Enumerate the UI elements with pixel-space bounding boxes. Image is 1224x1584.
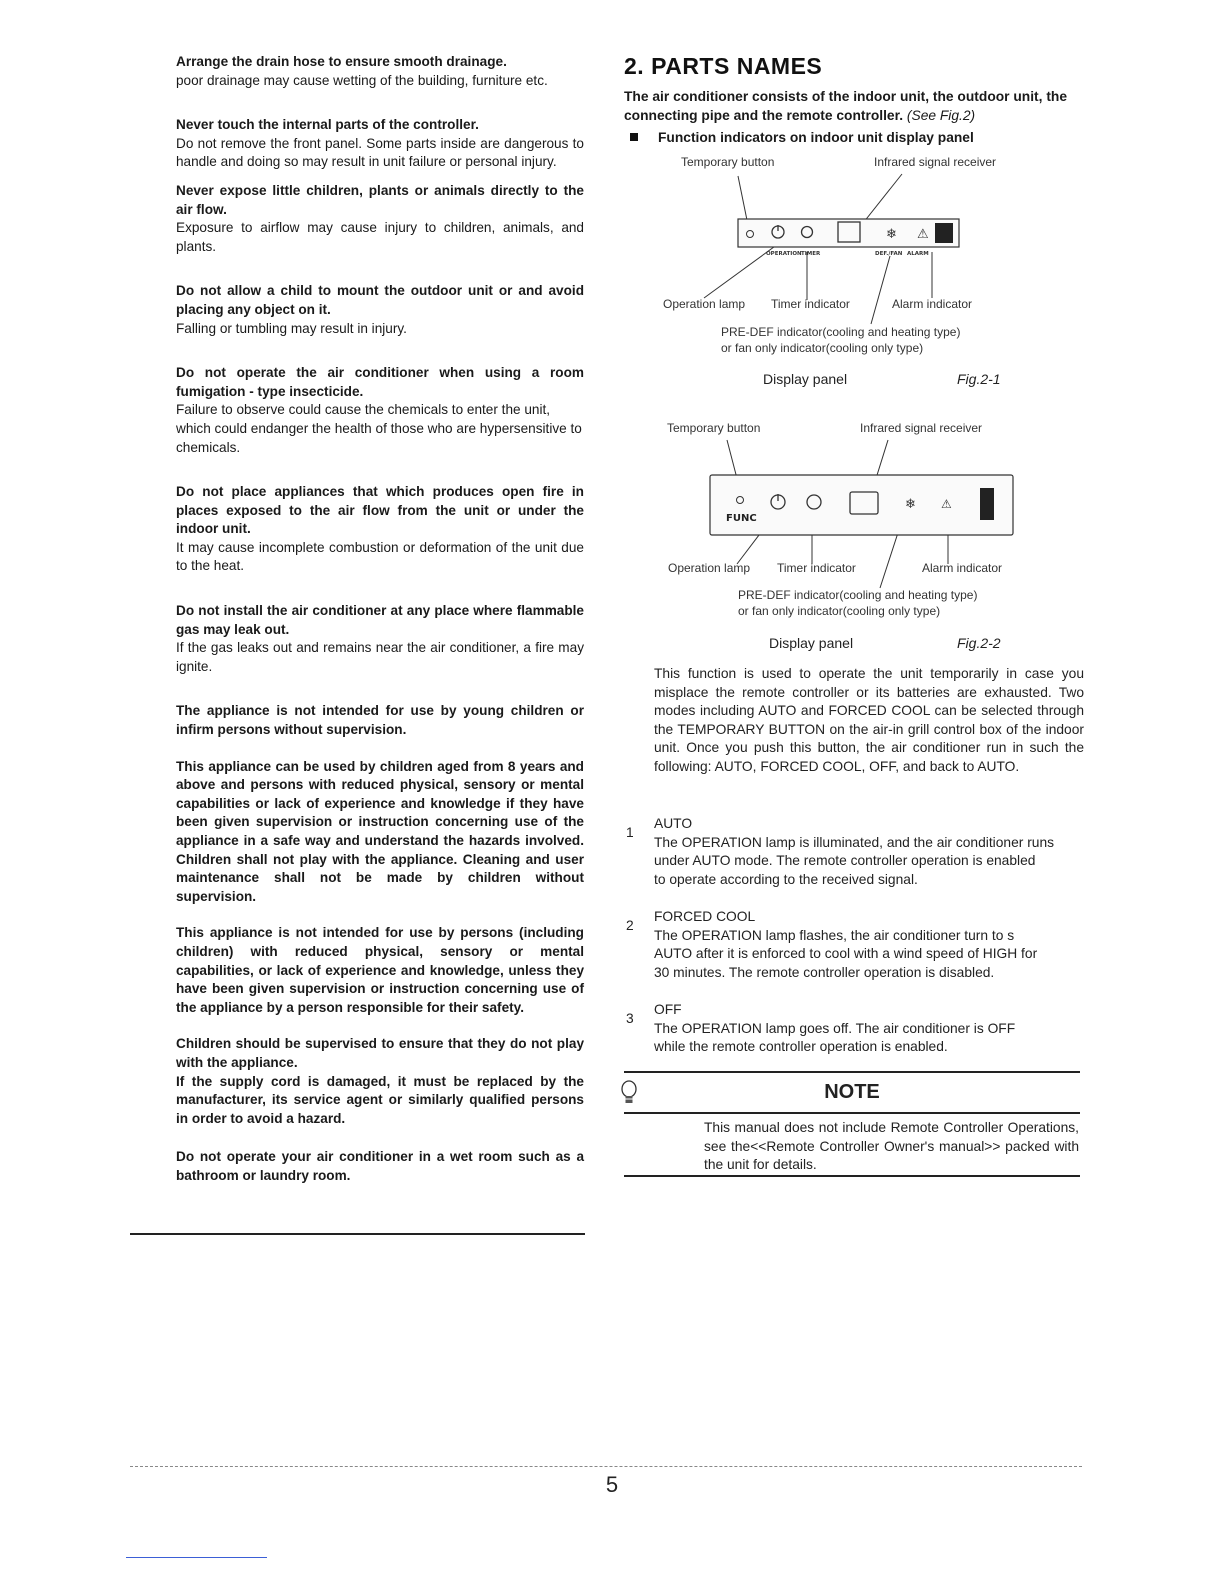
item-line: under AUTO mode. The remote controller operation is enabled <box>654 853 1036 869</box>
note-box <box>624 1071 1080 1173</box>
figure-2-2 <box>624 418 1084 628</box>
footer-dashed-rule <box>130 1466 1082 1467</box>
panel-label-timer: TIMER <box>801 251 821 257</box>
note-title: NOTE <box>824 1081 880 1103</box>
safety-heading: Arrange the drain hose to ensure smooth drainage. <box>176 54 507 69</box>
safety-heading: Never expose little children, plants or animals directly to the air flow. <box>176 182 584 217</box>
label-predef-2: or fan only indicator(cooling only type) <box>738 604 941 618</box>
safety-heading: Do not operate your air conditioner in a wet room such as a bathroom or laundry room. <box>176 1149 584 1183</box>
label-timer-indicator: Timer indicator <box>777 561 856 575</box>
defrost-fan-icon: ❄ <box>905 497 916 512</box>
label-alarm-indicator: Alarm indicator <box>892 297 973 311</box>
safety-text: Failure to observe could cause the chemicals to enter the unit, which could endanger the health of those who are hypersensitive to chemicals. <box>176 402 582 455</box>
item-line: to operate according to the received signal. <box>654 871 918 887</box>
safety-item <box>176 702 584 739</box>
safety-heading: Do not install the air conditioner at any place where flammable gas may leak out. <box>176 603 584 637</box>
left-column-divider <box>130 1233 585 1235</box>
label-operation-lamp: Operation lamp <box>668 561 751 575</box>
intro-text <box>624 88 1084 125</box>
label-temporary-button: Temporary button <box>681 155 775 169</box>
note-title-rule <box>624 1112 1080 1114</box>
figure-label: Fig.2-2 <box>957 635 1001 651</box>
func-label: FUNC <box>726 513 757 524</box>
intro-figure-ref: (See Fig.2) <box>906 107 976 123</box>
label-predef-2: or fan only indicator(cooling only type) <box>721 341 924 355</box>
safety-item <box>176 364 584 457</box>
item-number: 1 <box>626 825 634 840</box>
display-panel-frame <box>710 475 1013 535</box>
footer-blue-line <box>126 1557 267 1558</box>
note-text: This manual does not include Remote Controller Operations, see the<<Remote Controller Owner's manual>> packed with the unit for details. <box>704 1120 1079 1173</box>
safety-item <box>176 483 584 576</box>
digital-display <box>935 223 953 243</box>
item-line: The OPERATION lamp goes off. The air conditioner is OFF <box>654 1020 1016 1036</box>
bullet-heading <box>624 130 1084 145</box>
safety-heading: If the supply cord is damaged, it must be replaced by the manufacturer, its service agent or similarly qualified persons in order to avoid a hazard. <box>176 1073 584 1126</box>
safety-heading: Do not allow a child to mount the outdoor unit or and avoid placing any object on it. <box>176 283 584 317</box>
safety-heading: This appliance is not intended for use by persons (including children) with reduced physical, sensory or mental capabilities, or lack of experience and knowledge, unless they have been given supervision or instruction concerning use of the appliance by a person responsible for their safety. <box>176 925 584 1015</box>
label-infrared-receiver: Infrared signal receiver <box>860 421 983 435</box>
safety-item <box>176 282 584 338</box>
safety-heading: Do not operate the air conditioner when using a room fumigation - type insecticide. <box>176 365 584 399</box>
item-line: while the remote controller operation is enabled. <box>654 1039 948 1055</box>
safety-text: It may cause incomplete combustion or deformation of the unit due to the heat. <box>176 539 584 574</box>
safety-item <box>176 758 584 907</box>
item-number: 3 <box>626 1011 634 1026</box>
item-title: FORCED COOL <box>654 909 756 924</box>
label-infrared-receiver: Infrared signal receiver <box>874 155 997 169</box>
item-title: AUTO <box>654 816 693 831</box>
display-panel-diagram-1 <box>624 152 1084 392</box>
label-alarm-indicator: Alarm indicator <box>922 561 1003 575</box>
intro-main: The air conditioner consists of the indoor unit, the outdoor unit, the connecting pipe and the remote controller. <box>624 89 1068 123</box>
safety-heading: Children should be supervised to ensure that they do not play with the appliance. <box>176 1036 584 1070</box>
safety-item <box>176 1035 584 1128</box>
bullet-text: Function indicators on indoor unit display panel <box>658 130 974 146</box>
figure-caption: Display panel <box>763 371 848 387</box>
safety-item <box>176 924 584 1017</box>
safety-text: Falling or tumbling may result in injury. <box>176 320 407 336</box>
label-operation-lamp: Operation lamp <box>663 297 746 311</box>
safety-item <box>176 116 584 172</box>
panel-label-alarm: ALARM <box>907 251 929 257</box>
figure-label: Fig.2-1 <box>957 371 1001 387</box>
panel-label-operation: OPERATION <box>766 251 802 257</box>
label-predef-1: PRE-DEF indicator(cooling and heating type) <box>721 325 961 339</box>
safety-heading: This appliance can be used by children aged from 8 years and above and persons with reduced physical, sensory or mental capabilities or lack of experience and knowledge if they have been given supervision or instruction concerning use of the appliance in a safe way and understand the hazards involved. Children shall not play with the appliance. Cleaning and user maintenance shall not be made by children without supervision. <box>176 758 584 904</box>
digital-display <box>980 488 994 520</box>
section-heading: 2. PARTS NAMES <box>624 53 823 79</box>
defrost-fan-icon: ❄ <box>886 227 897 242</box>
safety-item <box>176 53 584 90</box>
panel-label-deffan: DEF./FAN <box>875 251 903 257</box>
function-description <box>654 665 1084 777</box>
function-text: This function is used to operate the unit temporarily in case you misplace the remote controller or its batteries are exhausted. Two modes including AUTO and FORCED COOL can be selected through the TEMPORARY BUTTON on the air-in grill control box of the indoor unit. Once you push this button, the air conditioner run in such the following: AUTO, FORCED COOL, OFF, and back to AUTO. <box>654 666 1084 774</box>
alarm-icon: ⚠ <box>941 497 952 511</box>
figure-2-1 <box>624 152 1084 392</box>
item-line: 30 minutes. The remote controller operation is disabled. <box>654 964 995 980</box>
left-column <box>176 53 584 1204</box>
safety-item <box>176 602 584 676</box>
figure-caption: Display panel <box>769 635 854 651</box>
safety-heading: Do not place appliances that which produces open fire in places exposed to the air flow from the unit or under the indoor unit. <box>176 484 584 537</box>
item-line: AUTO after it is enforced to cool with a wind speed of HIGH for <box>654 946 1038 962</box>
item-line: The OPERATION lamp flashes, the air conditioner turn to s <box>654 927 1015 943</box>
label-predef-1: PRE-DEF indicator(cooling and heating type) <box>738 588 978 602</box>
safety-item <box>176 1148 584 1185</box>
note-bottom-rule <box>624 1175 1080 1177</box>
safety-text: If the gas leaks out and remains near the air conditioner, a fire may ignite. <box>176 640 584 674</box>
note-top-rule <box>624 1071 1080 1073</box>
label-timer-indicator: Timer indicator <box>771 297 850 311</box>
item-line: The OPERATION lamp is illuminated, and the air conditioner runs <box>654 834 1055 850</box>
safety-heading: Never touch the internal parts of the controller. <box>176 117 479 133</box>
leader-line <box>871 256 890 324</box>
safety-text: Do not remove the front panel. Some parts inside are dangerous to handle and doing so may result in unit failure or personal injury. <box>176 135 584 170</box>
safety-heading: The appliance is not intended for use by young children or infirm persons without supervision. <box>176 703 584 738</box>
safety-text: poor drainage may cause wetting of the building, furniture etc. <box>176 72 548 88</box>
square-bullet-icon <box>630 133 638 141</box>
item-title: OFF <box>654 1002 682 1017</box>
right-column <box>624 52 1084 145</box>
safety-item <box>176 182 584 256</box>
item-number: 2 <box>626 918 634 933</box>
page-number: 5 <box>605 1472 619 1497</box>
safety-text: Exposure to airflow may cause injury to children, animals, and plants. <box>176 220 584 254</box>
label-temporary-button: Temporary button <box>667 421 761 435</box>
alarm-icon: ⚠ <box>917 227 929 242</box>
